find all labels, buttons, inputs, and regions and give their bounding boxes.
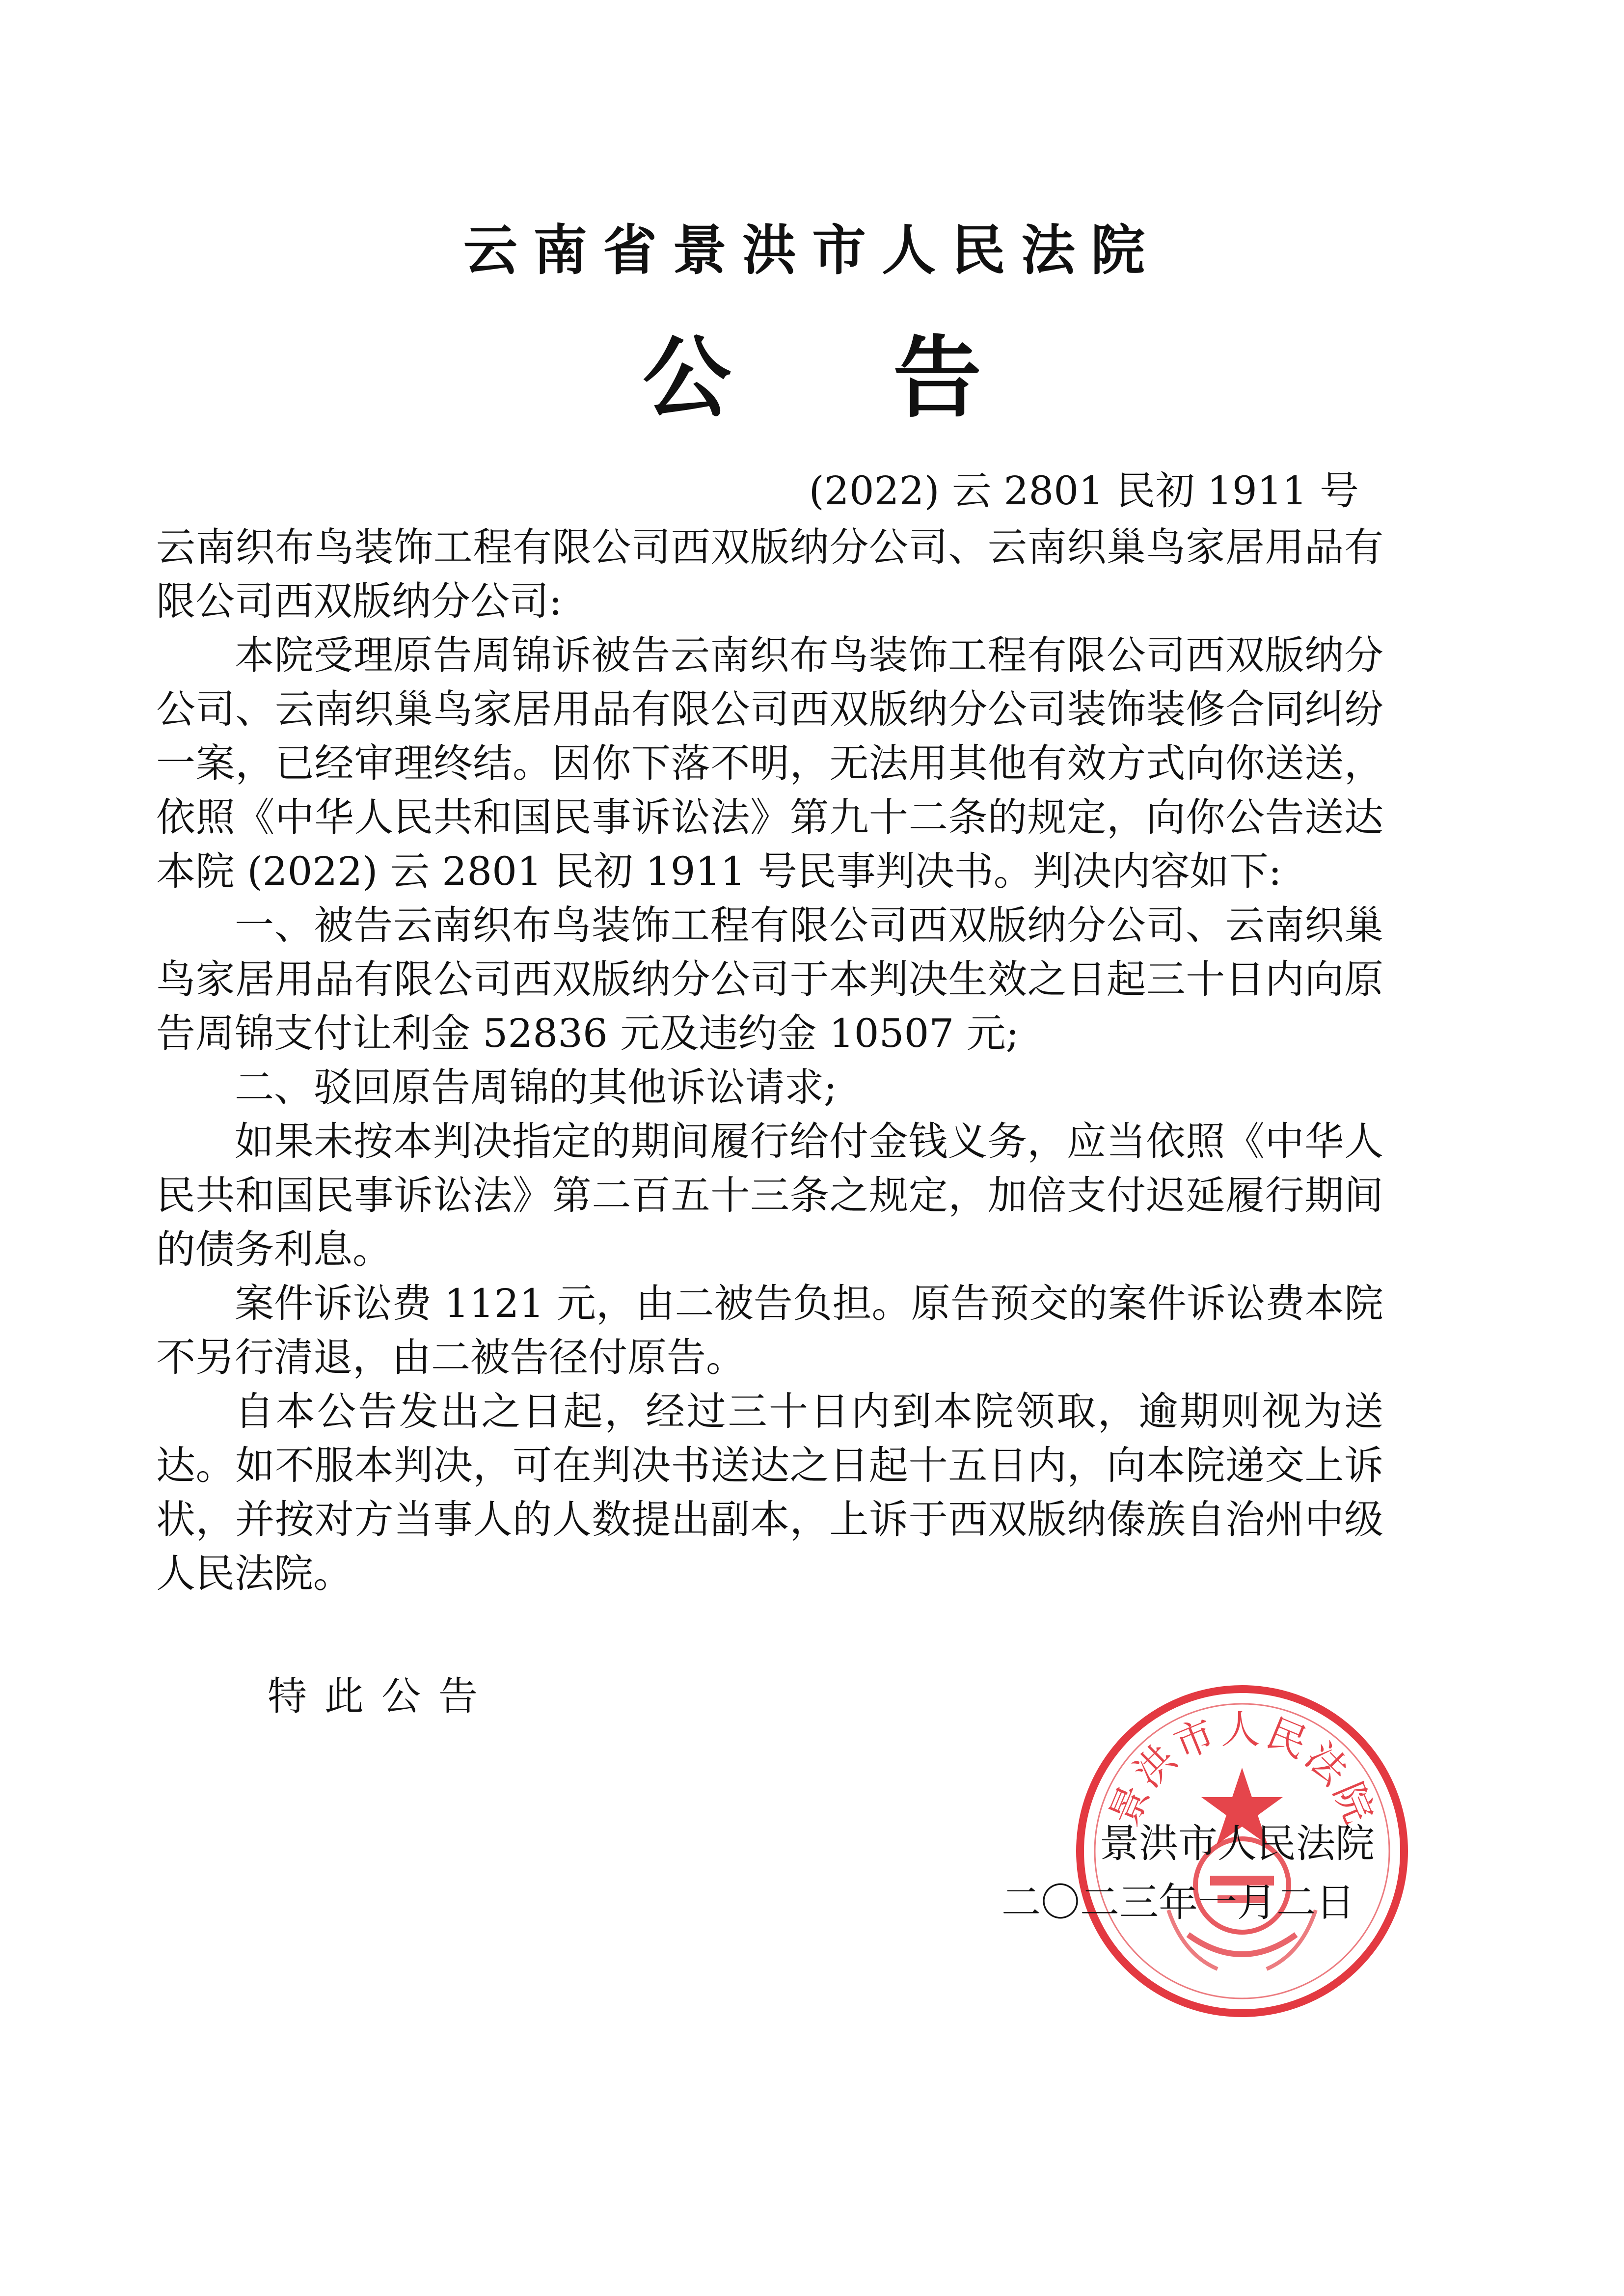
signature-court: 景洪市人民法院 <box>1100 1821 1375 1866</box>
paragraph-judgment-item-1: 一、被告云南织布鸟装饰工程有限公司西双版纳分公司、云南织巢鸟家居用品有限公司西双版纳分公司于本判决生效之日起三十日内向原告周锦支付让利金 52836 元及违约金 10507 元; <box>156 902 1383 1056</box>
paragraph-litigation-fee: 案件诉讼费 1121 元，由二被告负担。原告预交的案件诉讼费本院不另行清退，由二被告径付原告。 <box>156 1281 1383 1380</box>
closing-phrase: 特此公告 <box>268 1673 495 1719</box>
paragraph-intro: 本院受理原告周锦诉被告云南织布鸟装饰工程有限公司西双版纳分公司、云南织巢鸟家居用品有限公司西双版纳分公司装饰装修合同纠纷一案，已经审理终结。因你下落不明，无法用其他有效方式向你送送，依照《中华人民共和国民事诉讼法》第九十二条的规定，向你公告送达本院 (2022) 云 2801 民初 1911 号民事判决书。判决内容如下: <box>156 632 1383 894</box>
notice-title: 公告 <box>642 326 1143 430</box>
paragraph-appeal-notice: 自本公告发出之日起，经过三十日内到本院领取，逾期则视为送达。如不服本判决，可在判决书送达之日起十五日内，向本院递交上诉状，并按对方当事人的人数提出副本，上诉于西双版纳傣族自治州中级人民法院。 <box>156 1389 1383 1596</box>
signature-date: 二〇二三年一月二日 <box>1001 1880 1355 1925</box>
paragraph-interest-clause: 如果未按本判决指定的期间履行给付金钱义务，应当依照《中华人民共和国民事诉讼法》第二百五十三条之规定，加倍支付迟延履行期间的债务利息。 <box>156 1119 1383 1272</box>
paragraph-judgment-item-2: 二、驳回原告周锦的其他诉讼请求; <box>235 1065 837 1110</box>
seal-text: 景洪市人民法院 <box>1101 1707 1383 1832</box>
notice-body <box>156 520 1383 1601</box>
addressee: 云南织布鸟装饰工程有限公司西双版纳分公司、云南织巢鸟家居用品有限公司西双版纳分公司: <box>156 524 1383 624</box>
case-number: (2022) 云 2801 民初 1911 号 <box>809 468 1359 514</box>
court-name-heading: 云南省景洪市人民法院 <box>463 219 1161 282</box>
